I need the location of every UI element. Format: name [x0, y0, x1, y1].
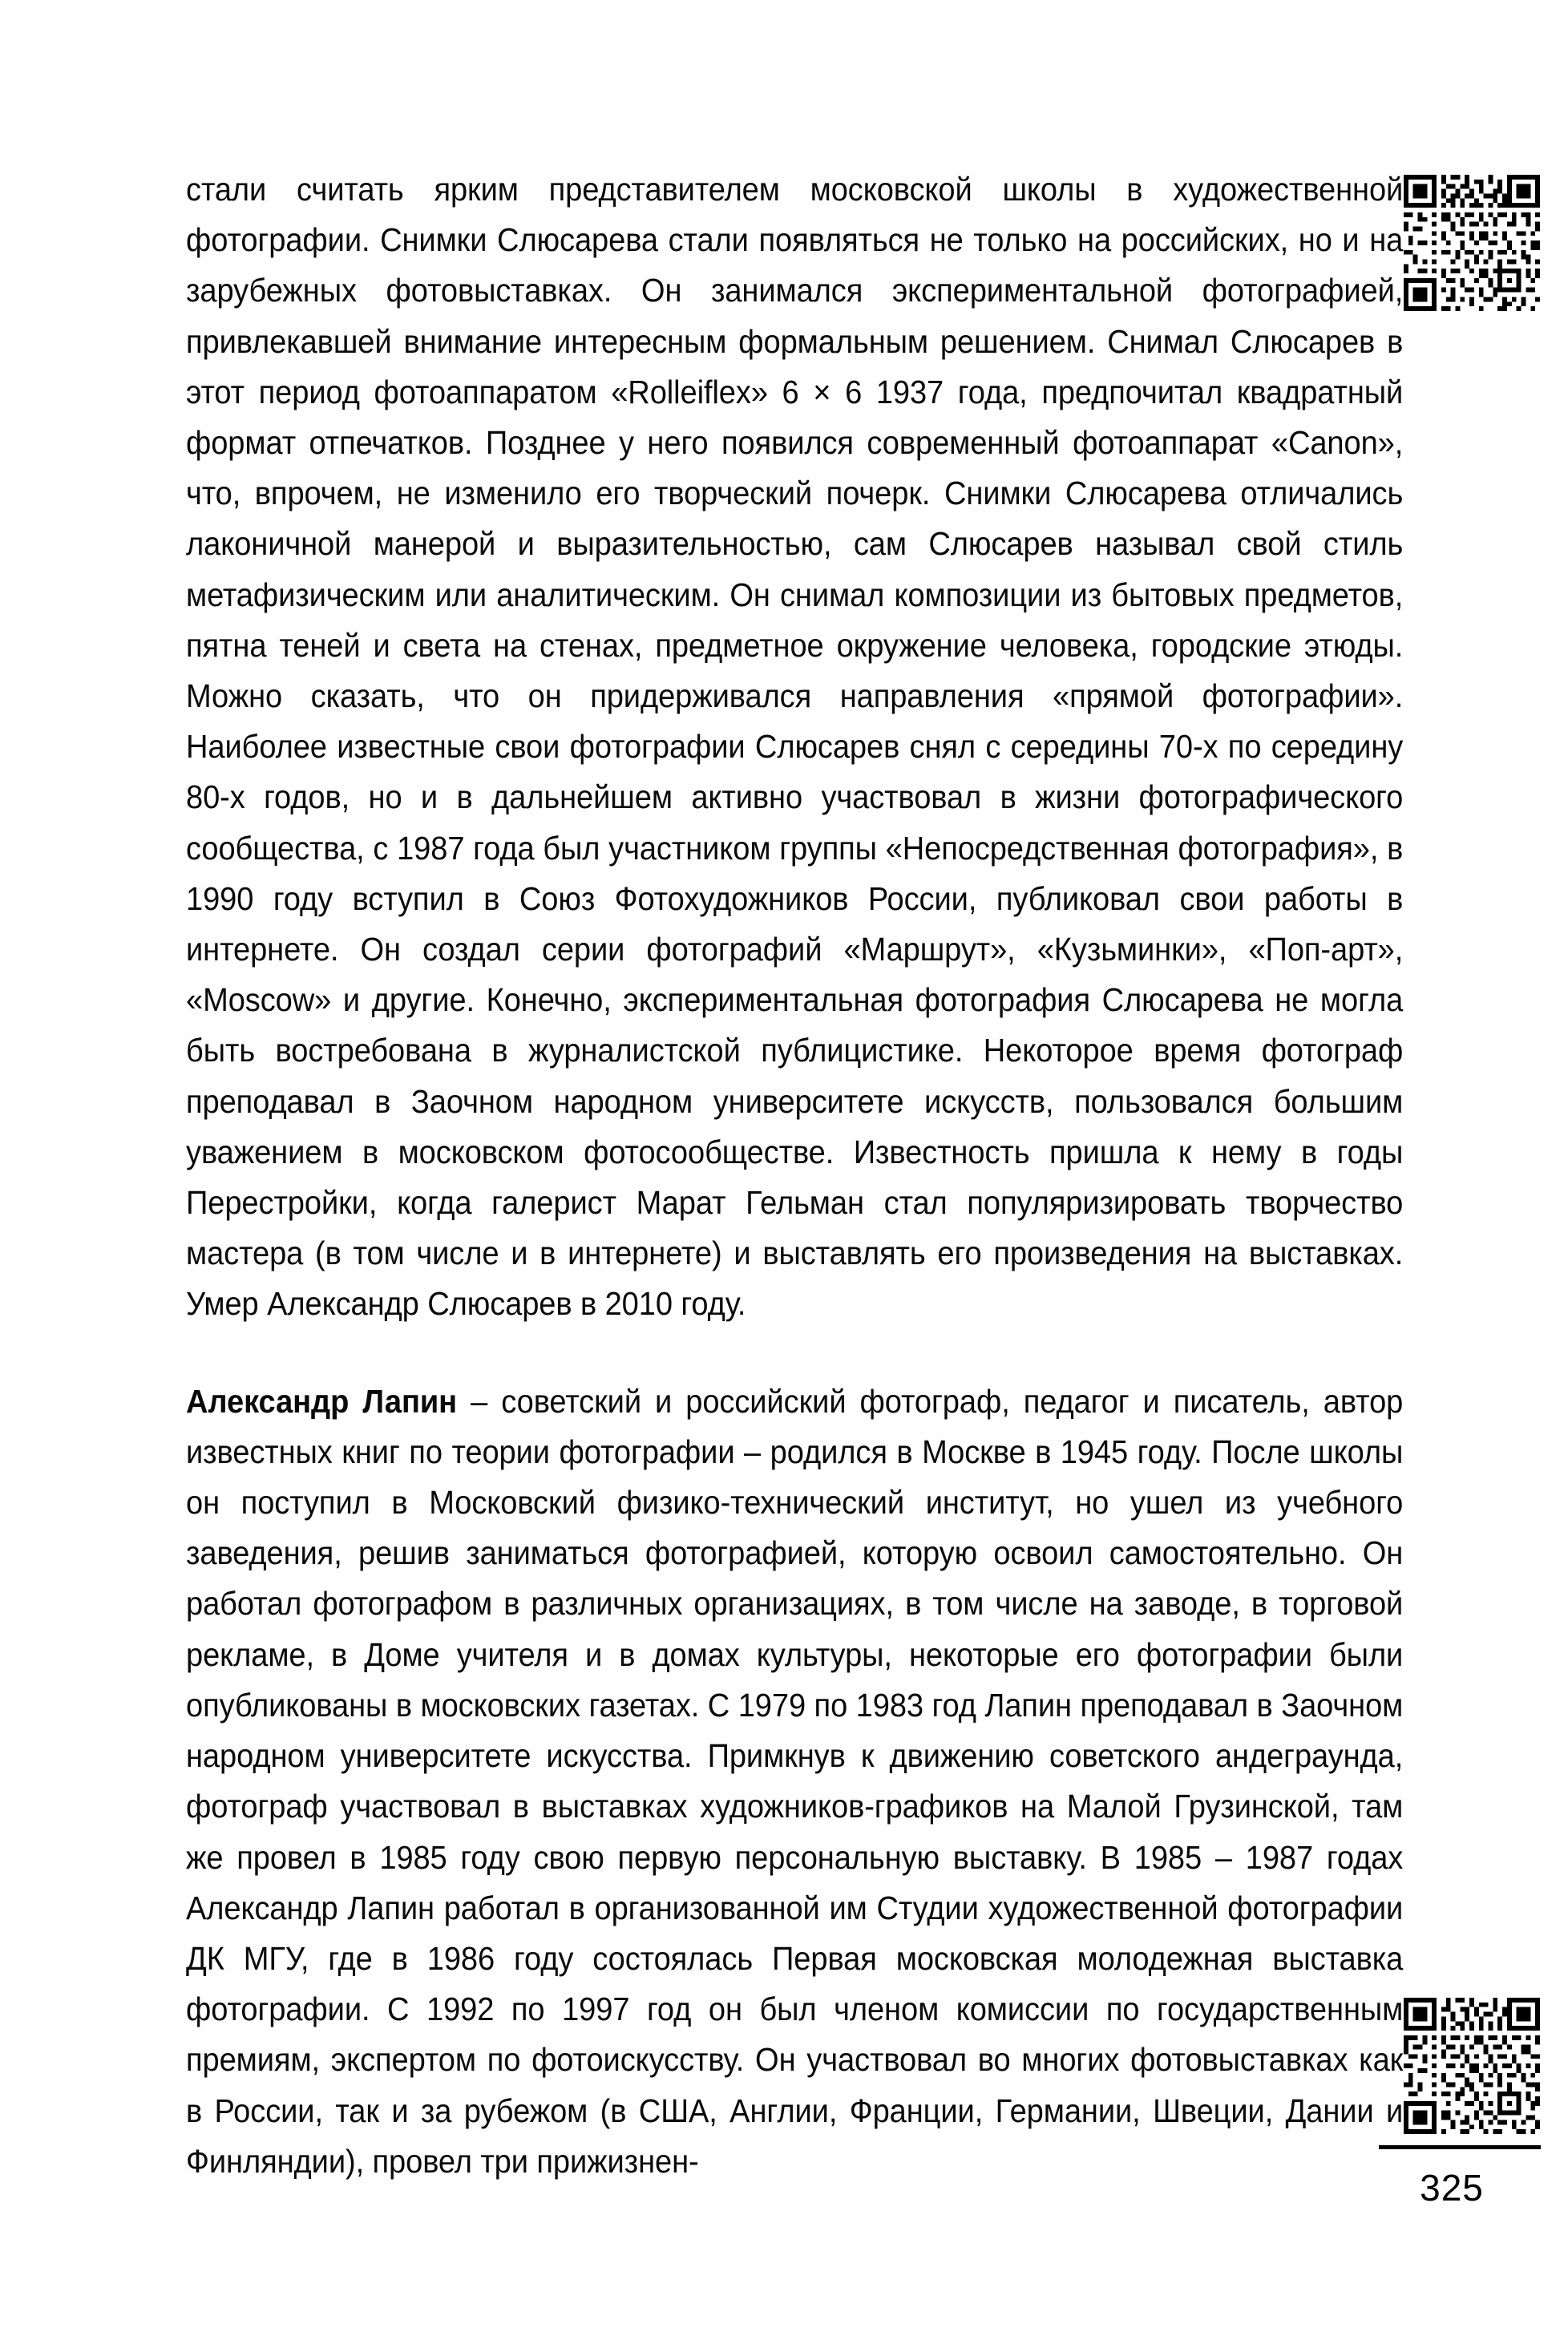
- qr-code-icon-bottom: [1404, 1998, 1540, 2134]
- page-number: 325: [1420, 2167, 1484, 2209]
- footer-divider: [1379, 2145, 1541, 2149]
- lead-bold-name: Александр Лапин: [186, 1382, 458, 1420]
- text-column: [186, 164, 1403, 2187]
- paragraph-lapin: [186, 1376, 1403, 2187]
- qr-code-icon-top: [1404, 175, 1540, 311]
- paragraph-slyusarev: стали считать ярким представителем московской школы в художественной фотографии. Снимки Слюсарева стали появляться не только на российских, но и на зарубежных фотовыставках. Он занимался экспериментальной фотографией, привлекавшей внимание интересным формальным решением. Снимал Слюсарев в этот период фотоаппаратом «Rolleiflex» 6 × 6 1937 года, предпочитал квадратный формат отпечатков. Позднее у него появился современный фотоаппарат «Canon», что, впрочем, не изменило его творческий почерк. Снимки Слюсарева отличались лаконичной манерой и выразительностью, сам Слюсарев называл свой стиль метафизическим или аналитическим. Он снимал композиции из бытовых предметов, пятна теней и света на стенах, предметное окружение человека, городские этюды. Можно сказать, что он придерживался направления «прямой фотографии». Наиболее известные свои фотографии Слюсарев снял с середины 70-х по середину 80-х годов, но и в дальнейшем активно участвовал в жизни фотографического сообщества, с 1987 года был участником группы «Непосредственная фотография», в 1990 году вступил в Союз Фотохудожников России, публиковал свои работы в интернете. Он создал серии фотографий «Маршрут», «Кузьминки», «Поп-арт», «Moscow» и другие. Конечно, экспериментальная фотография Слюсарева не могла быть востребована в журналистской публицистике. Некоторое время фотограф преподавал в Заочном народном университете искусств, пользовался большим уважением в московском фотосообществе. Известность пришла к нему в годы Перестройки, когда галерист Марат Гельман стал популяризировать творчество мастера (в том числе и в интернете) и выставлять его произведения на выставках. Умер Александр Слюсарев в 2010 году.: [186, 171, 1404, 1323]
- paragraph-lapin-body: – советский и российский фотограф, педагог и писатель, автор известных книг по теории фотографии – родился в Москве в 1945 году. После школы он поступил в Московский физико-технический институт, но ушел из учебного заведения, решив заниматься фотографией, которую освоил самостоятельно. Он работал фотографом в различных организациях, в том числе на заводе, в торговой рекламе, в Доме учителя и в домах культуры, некоторые его фотографии были опубликованы в московских газетах. С 1979 по 1983 год Лапин преподавал в Заочном народном университете искусства. Примкнув к движению советского андеграунда, фотограф участвовал в выставках художников-графиков на Малой Грузинской, там же провел в 1985 году свою первую персональную выставку. В 1985 – 1987 годах Александр Лапин работал в организованной им Студии художественной фотографии ДК МГУ, где в 1986 году состоялась Первая московская молодежная выставка фотографии. С 1992 по 1997 год он был членом комиссии по государственным премиям, экспертом по фотоискусству. Он участвовал во многих фотовыставках как в России, так и за рубежом (в США, Англии, Франции, Германии, Швеции, Дании и Финляндии), провел три прижизнен-: [186, 1382, 1404, 2180]
